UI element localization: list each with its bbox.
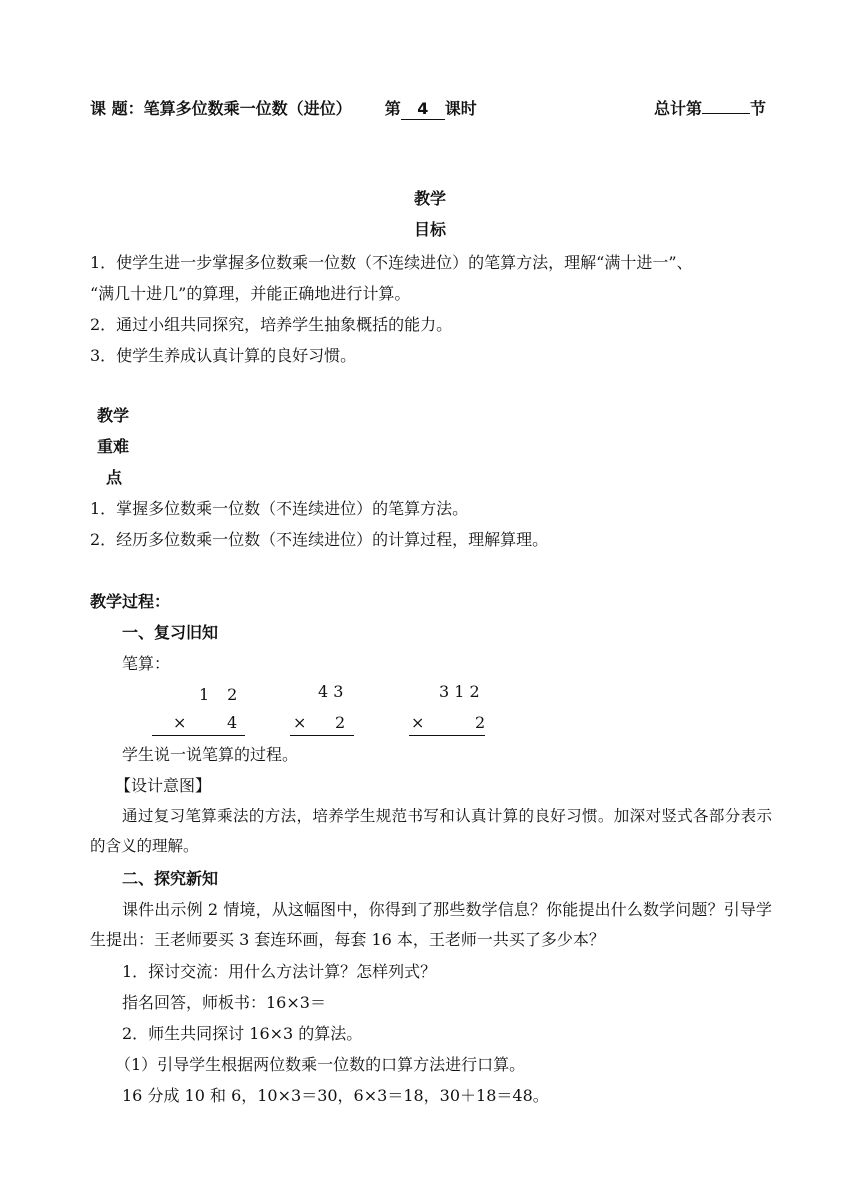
calc-2-line bbox=[290, 735, 354, 736]
section2-title: 二、探究新知 bbox=[122, 869, 219, 888]
keypoints-heading-line1: 教学 bbox=[97, 406, 130, 425]
lesson-topic: 笔算多位数乘一位数（进位） bbox=[143, 99, 352, 118]
section2-para1: 课件出示例 2 情境，从这幅图中，你得到了那些数学信息？你能提出什么数学问题？引导学生提出：王老师要买 3 套连环画，每套 16 本，王老师一共买了多少本？ bbox=[90, 900, 772, 949]
lesson-number-prefix: 第 bbox=[384, 99, 401, 118]
calc-3-line bbox=[409, 735, 485, 736]
calc-3-top: 3 1 2 bbox=[439, 682, 480, 701]
lesson-number: 4 bbox=[401, 99, 445, 120]
goal-item-2: 2．通过小组共同探究，培养学生抽象概括的能力。 bbox=[90, 315, 453, 334]
keypoints-heading-line3: 点 bbox=[106, 468, 123, 487]
review-after-text: 学生说一说笔算的过程。 bbox=[122, 745, 299, 764]
calc-1-top: 1 2 bbox=[199, 685, 239, 704]
total-blank bbox=[702, 113, 750, 114]
lesson-number-suffix: 课时 bbox=[444, 99, 477, 118]
section1-title: 一、复习旧知 bbox=[122, 623, 219, 642]
goal-item-1-cont: “满几十进几”的算理，并能正确地进行计算。 bbox=[90, 284, 411, 303]
goals-heading-line1: 教学 bbox=[414, 189, 447, 208]
keypoint-item-2: 2．经历多位数乘一位数（不连续进位）的计算过程，理解算理。 bbox=[90, 530, 549, 549]
calc-3-op: × bbox=[411, 713, 425, 732]
goal-item-3: 3．使学生养成认真计算的良好习惯。 bbox=[90, 346, 357, 365]
lesson-header bbox=[90, 96, 477, 120]
goals-heading-line2: 目标 bbox=[414, 220, 447, 239]
goal-item-1: 1．使学生进一步掌握多位数乘一位数（不连续进位）的笔算方法，理解“满十进一”、 bbox=[90, 253, 693, 272]
calc-1-multiplier: 4 bbox=[227, 713, 238, 732]
step-2-sub1-detail: 16 分成 10 和 6，10×3＝30，6×3＝18，30＋18＝48。 bbox=[122, 1086, 549, 1105]
calc-1-op: × bbox=[173, 713, 187, 732]
topic-label: 课 题： bbox=[90, 99, 144, 118]
step-1-answer: 指名回答，师板书：16×3＝ bbox=[122, 993, 326, 1012]
total-suffix: 节 bbox=[750, 99, 767, 118]
keypoint-item-1: 1．掌握多位数乘一位数（不连续进位）的笔算方法。 bbox=[90, 499, 469, 518]
written-calc-intro: 笔算： bbox=[122, 654, 171, 673]
total-prefix: 总计第 bbox=[654, 99, 703, 118]
process-heading: 教学过程： bbox=[90, 592, 171, 611]
keypoints-heading-line2: 重难 bbox=[97, 437, 130, 456]
step-2: 2．师生共同探讨 16×3 的算法。 bbox=[122, 1024, 363, 1043]
design-intent-text: 通过复习笔算乘法的方法，培养学生规范书写和认真计算的良好习惯。加深对竖式各部分表示的含义的理解。 bbox=[90, 807, 772, 855]
total-lessons bbox=[654, 96, 766, 119]
design-intent-title: 【设计意图】 bbox=[115, 776, 212, 795]
calc-3-multiplier: 2 bbox=[475, 713, 486, 732]
calc-2-top: 4 3 bbox=[318, 682, 344, 701]
calc-2-op: × bbox=[293, 713, 307, 732]
step-1: 1．探讨交流：用什么方法计算？怎样列式？ bbox=[122, 962, 437, 981]
step-2-sub1: （1）引导学生根据两位数乘一位数的口算方法进行口算。 bbox=[115, 1055, 526, 1074]
calc-1-line bbox=[152, 735, 245, 736]
calc-2-multiplier: 2 bbox=[335, 713, 346, 732]
